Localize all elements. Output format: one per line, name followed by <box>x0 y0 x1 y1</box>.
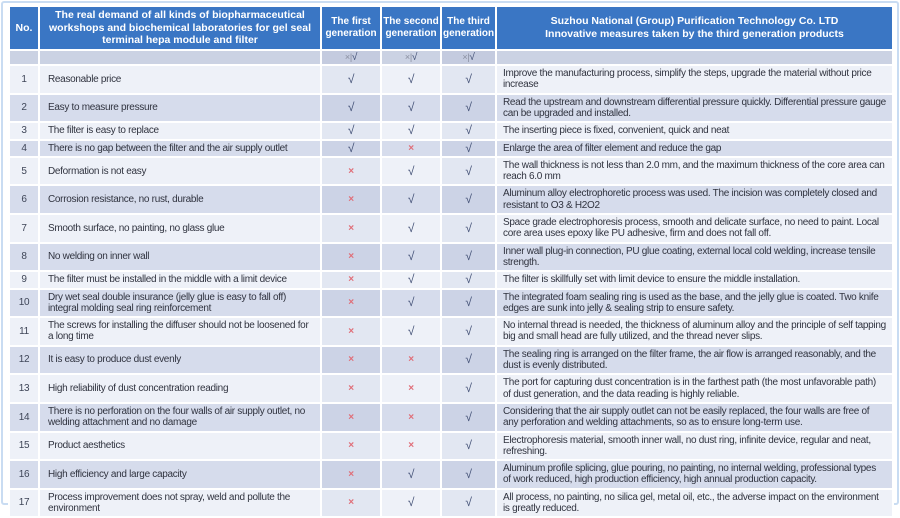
check-mark-icon: √ <box>465 123 472 138</box>
gen2-mark-cell <box>381 157 441 186</box>
gen2-mark-cell <box>381 289 441 318</box>
innovative-measure-cell: All process, no painting, no silica gel, metal oil, etc., the adverse impact on the environment is greatly reduced. <box>496 489 893 518</box>
innovative-measure-cell: The sealing ring is arranged on the filter frame, the air flow is arranged reasonably, and the dust is evenly distributed. <box>496 346 893 375</box>
legend-empty-demand <box>39 50 321 65</box>
demand-cell: Easy to measure pressure <box>39 94 321 123</box>
cross-mark-icon: × <box>348 440 354 452</box>
table-row <box>9 122 893 139</box>
row-number-cell: 1 <box>9 65 39 94</box>
legend-cross-glyph: ×| <box>462 51 470 62</box>
check-mark-icon: √ <box>465 466 472 481</box>
gen3-mark-cell <box>441 460 496 489</box>
check-mark-icon: √ <box>407 192 415 207</box>
row-number-cell: 6 <box>9 185 39 214</box>
demand-cell: High efficiency and large capacity <box>39 460 321 489</box>
check-mark-icon: √ <box>407 163 415 178</box>
gen3-mark-cell <box>441 489 496 518</box>
row-number-cell: 11 <box>9 317 39 346</box>
innovative-measure-cell: Aluminum alloy electrophoretic process was used. The incision was completely closed and resistant to O3 & H2O2 <box>496 185 893 214</box>
gen3-mark-cell <box>441 185 496 214</box>
gen1-mark-cell <box>321 122 381 139</box>
table-row <box>9 432 893 461</box>
table-row <box>9 94 893 123</box>
table-row <box>9 157 893 186</box>
demand-cell: It is easy to produce dust evenly <box>39 346 321 375</box>
demand-cell: Dry wet seal double insurance (jelly glue is easy to fall off) integral molding seal ring reinforcement <box>39 289 321 318</box>
gen2-mark-cell <box>381 403 441 432</box>
legend-check-glyph: √ <box>469 51 475 63</box>
demand-cell: The screws for installing the diffuser should not be loosened for a long time <box>39 317 321 346</box>
innovative-measure-cell: The inserting piece is fixed, convenient, quick and neat <box>496 122 893 139</box>
demand-cell: Product aesthetics <box>39 432 321 461</box>
row-number-cell: 15 <box>9 432 39 461</box>
gen2-mark-cell <box>381 489 441 518</box>
table-row <box>9 243 893 272</box>
table-row <box>9 289 893 318</box>
legend-empty-no <box>9 50 39 65</box>
check-mark-icon: √ <box>465 272 472 287</box>
comparison-table <box>8 5 894 518</box>
cross-mark-icon: × <box>408 411 414 423</box>
gen2-mark-cell <box>381 271 441 288</box>
col-header-company <box>496 6 893 50</box>
row-number-cell: 14 <box>9 403 39 432</box>
gen1-mark-cell <box>321 289 381 318</box>
gen3-mark-cell <box>441 122 496 139</box>
check-mark-icon: √ <box>407 295 415 310</box>
check-mark-icon: √ <box>407 272 415 287</box>
gen2-mark-cell <box>381 214 441 243</box>
cross-mark-icon: × <box>348 251 354 263</box>
header-row <box>9 6 893 50</box>
gen2-mark-cell <box>381 140 441 157</box>
gen2-mark-cell <box>381 185 441 214</box>
demand-cell: Reasonable price <box>39 65 321 94</box>
col-header-first-generation: The first generation <box>321 6 381 50</box>
gen1-mark-cell <box>321 489 381 518</box>
check-mark-icon: √ <box>465 249 472 264</box>
gen1-mark-cell <box>321 271 381 288</box>
gen2-mark-cell <box>381 374 441 403</box>
legend-cross-glyph: ×| <box>344 51 352 62</box>
legend-gen1 <box>321 50 381 65</box>
gen2-mark-cell <box>381 65 441 94</box>
demand-cell: No welding on inner wall <box>39 243 321 272</box>
demand-cell: Deformation is not easy <box>39 157 321 186</box>
check-mark-icon: √ <box>407 71 415 86</box>
gen3-mark-cell <box>441 243 496 272</box>
check-mark-icon: √ <box>465 220 472 235</box>
check-mark-icon: √ <box>407 495 415 510</box>
innovative-measure-cell: Considering that the air supply outlet can not be easily replaced, the four walls are free of any perforation and welding attachments, so as to ensure long-term use. <box>496 403 893 432</box>
gen3-mark-cell <box>441 271 496 288</box>
row-number-cell: 3 <box>9 122 39 139</box>
cross-mark-icon: × <box>348 222 354 234</box>
legend-row <box>9 50 893 65</box>
demand-cell: Smooth surface, no painting, no glass glue <box>39 214 321 243</box>
gen1-mark-cell <box>321 214 381 243</box>
col-header-second-generation: The second generation <box>381 6 441 50</box>
table-body <box>9 65 893 517</box>
gen1-mark-cell <box>321 346 381 375</box>
gen3-mark-cell <box>441 289 496 318</box>
gen2-mark-cell <box>381 432 441 461</box>
col-header-no: No. <box>9 6 39 50</box>
demand-cell: The filter is easy to replace <box>39 122 321 139</box>
gen3-mark-cell <box>441 403 496 432</box>
gen3-mark-cell <box>441 214 496 243</box>
gen1-mark-cell <box>321 460 381 489</box>
check-mark-icon: √ <box>407 220 415 235</box>
check-mark-icon: √ <box>465 380 472 395</box>
innovative-measure-cell: The wall thickness is not less than 2.0 mm, and the maximum thickness of the core area can reach 6.0 mm <box>496 157 893 186</box>
gen1-mark-cell <box>321 432 381 461</box>
legend-check-glyph: √ <box>351 51 358 63</box>
check-mark-icon: √ <box>347 123 355 138</box>
table-row <box>9 346 893 375</box>
demand-cell: Corrosion resistance, no rust, durable <box>39 185 321 214</box>
cross-mark-icon: × <box>348 497 354 509</box>
row-number-cell: 17 <box>9 489 39 518</box>
cross-mark-icon: × <box>348 411 354 423</box>
check-mark-icon: √ <box>347 100 355 115</box>
gen1-mark-cell <box>321 374 381 403</box>
table-row <box>9 403 893 432</box>
innovative-measure-cell: Read the upstream and downstream differential pressure quickly. Differential pressure gauge can be upgraded and installed. <box>496 94 893 123</box>
check-mark-icon: √ <box>465 295 472 310</box>
table-row <box>9 214 893 243</box>
check-mark-icon: √ <box>465 438 472 453</box>
legend-empty-measure <box>496 50 893 65</box>
demand-cell: The filter must be installed in the middle with a limit device <box>39 271 321 288</box>
row-number-cell: 16 <box>9 460 39 489</box>
col-header-third-generation: The third generation <box>441 6 496 50</box>
gen1-mark-cell <box>321 243 381 272</box>
table-row <box>9 140 893 157</box>
table-row <box>9 65 893 94</box>
row-number-cell: 7 <box>9 214 39 243</box>
check-mark-icon: √ <box>407 466 415 481</box>
gen3-mark-cell <box>441 94 496 123</box>
check-mark-icon: √ <box>407 249 415 264</box>
gen3-mark-cell <box>441 140 496 157</box>
gen2-mark-cell <box>381 317 441 346</box>
innovative-measure-cell: Electrophoresis material, smooth inner wall, no dust ring, infinite device, regular and neat, refreshing. <box>496 432 893 461</box>
check-mark-icon: √ <box>465 495 472 510</box>
demand-cell: There is no gap between the filter and the air supply outlet <box>39 140 321 157</box>
innovative-measure-cell: The port for capturing dust concentration is in the farthest path (the most unfavorable path) of dust generation, and the data reading is highly reliable. <box>496 374 893 403</box>
check-mark-icon: √ <box>407 323 415 338</box>
check-mark-icon: √ <box>465 71 472 86</box>
col-header-demand: The real demand of all kinds of biopharmaceutical workshops and biochemical laboratories for gel seal terminal hepa module and filter <box>39 6 321 50</box>
row-number-cell: 9 <box>9 271 39 288</box>
row-number-cell: 8 <box>9 243 39 272</box>
check-mark-icon: √ <box>347 71 355 86</box>
cross-mark-icon: × <box>348 354 354 366</box>
cross-mark-icon: × <box>348 274 354 286</box>
company-name: Suzhou National (Group) Purification Technology Co. LTD <box>550 15 839 28</box>
check-mark-icon: √ <box>465 409 472 424</box>
cross-mark-icon: × <box>348 297 354 309</box>
cross-mark-icon: × <box>348 468 354 480</box>
gen3-mark-cell <box>441 374 496 403</box>
gen1-mark-cell <box>321 185 381 214</box>
demand-cell: There is no perforation on the four walls of air supply outlet, no welding attachment and no damage <box>39 403 321 432</box>
gen1-mark-cell <box>321 65 381 94</box>
cross-mark-icon: × <box>408 142 414 154</box>
company-subtitle: Innovative measures taken by the third generation products <box>545 27 844 40</box>
row-number-cell: 5 <box>9 157 39 186</box>
check-mark-icon: √ <box>465 140 472 155</box>
gen3-mark-cell <box>441 157 496 186</box>
innovative-measure-cell: No internal thread is needed, the thickness of aluminum alloy and the principle of self tapping big and small head are fully utilized, and the thread never slips. <box>496 317 893 346</box>
check-mark-icon: √ <box>347 140 355 155</box>
gen2-mark-cell <box>381 460 441 489</box>
check-mark-icon: √ <box>465 100 472 115</box>
legend-check-glyph: √ <box>411 51 418 63</box>
table-row <box>9 317 893 346</box>
check-mark-icon: √ <box>407 123 415 138</box>
table-row <box>9 271 893 288</box>
check-mark-icon: √ <box>465 192 472 207</box>
row-number-cell: 2 <box>9 94 39 123</box>
gen3-mark-cell <box>441 346 496 375</box>
innovative-measure-cell: The integrated foam sealing ring is used as the base, and the jelly glue is coated. Two knife edges are sunk into jelly & sealing strip to ensure safety. <box>496 289 893 318</box>
cross-mark-icon: × <box>348 194 354 206</box>
innovative-measure-cell: Aluminum profile splicing, glue pouring, no painting, no internal welding, professional types of work reduced, high production efficiency, high annual production capacity. <box>496 460 893 489</box>
innovative-measure-cell: The filter is skillfully set with limit device to ensure the middle installation. <box>496 271 893 288</box>
innovative-measure-cell: Inner wall plug-in connection, PU glue coating, external local cold welding, increase tensile strength. <box>496 243 893 272</box>
cross-mark-icon: × <box>348 382 354 394</box>
innovative-measure-cell: Enlarge the area of filter element and reduce the gap <box>496 140 893 157</box>
gen1-mark-cell <box>321 317 381 346</box>
legend-cross-glyph: ×| <box>404 51 412 62</box>
gen2-mark-cell <box>381 94 441 123</box>
check-mark-icon: √ <box>465 163 472 178</box>
legend-gen2 <box>381 50 441 65</box>
table-row <box>9 460 893 489</box>
gen1-mark-cell <box>321 94 381 123</box>
cross-mark-icon: × <box>408 354 414 366</box>
row-number-cell: 13 <box>9 374 39 403</box>
check-mark-icon: √ <box>465 323 472 338</box>
gen1-mark-cell <box>321 140 381 157</box>
gen1-mark-cell <box>321 157 381 186</box>
gen3-mark-cell <box>441 432 496 461</box>
cross-mark-icon: × <box>348 325 354 337</box>
cross-mark-icon: × <box>408 382 414 394</box>
gen3-mark-cell <box>441 65 496 94</box>
cross-mark-icon: × <box>408 440 414 452</box>
gen3-mark-cell <box>441 317 496 346</box>
check-mark-icon: √ <box>407 100 415 115</box>
row-number-cell: 12 <box>9 346 39 375</box>
cross-mark-icon: × <box>348 165 354 177</box>
check-mark-icon: √ <box>465 352 472 367</box>
innovative-measure-cell: Space grade electrophoresis process, smooth and delicate surface, no need to paint. Local core area uses epoxy like PU adhesive, firm and does not fall off. <box>496 214 893 243</box>
row-number-cell: 4 <box>9 140 39 157</box>
demand-cell: High reliability of dust concentration reading <box>39 374 321 403</box>
table-row <box>9 374 893 403</box>
gen2-mark-cell <box>381 243 441 272</box>
innovative-measure-cell: Improve the manufacturing process, simplify the steps, upgrade the material without price increase <box>496 65 893 94</box>
gen2-mark-cell <box>381 346 441 375</box>
table-row <box>9 489 893 518</box>
gen1-mark-cell <box>321 403 381 432</box>
gen2-mark-cell <box>381 122 441 139</box>
table-row <box>9 185 893 214</box>
legend-gen3 <box>441 50 496 65</box>
demand-cell: Process improvement does not spray, weld and pollute the environment <box>39 489 321 518</box>
row-number-cell: 10 <box>9 289 39 318</box>
